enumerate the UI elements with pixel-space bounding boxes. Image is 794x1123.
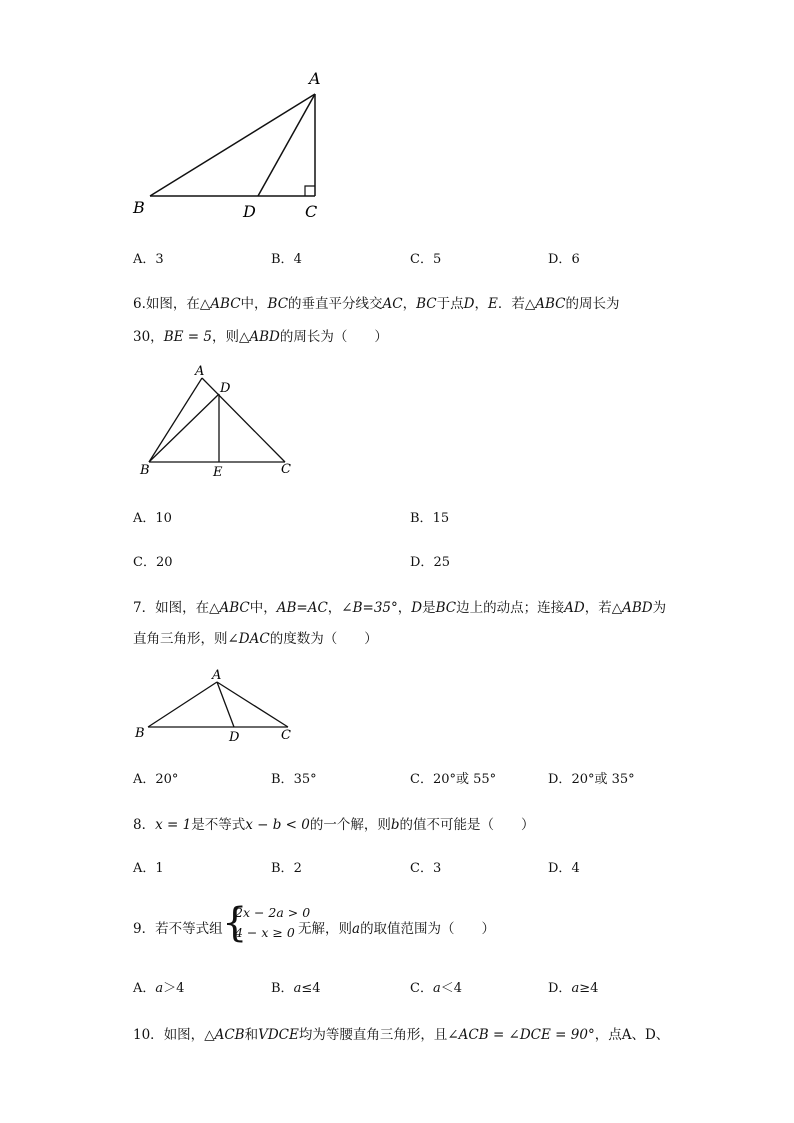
q6-line1: 6.如图，在△ABC中，BC的垂直平分线交AC，BC于点D，E．若△ABC的周长为 [133,296,620,312]
q5-option-d[interactable]: D．6 [548,252,580,267]
q7-option-b[interactable]: B．35° [271,772,317,787]
segment-ad [217,682,234,727]
q9-option-a[interactable]: A．a＞4 [133,981,185,996]
q7-option-a[interactable]: A．20° [133,772,179,787]
q7-line1: 7．如图，在△ABC中，AB=AC，∠B=35°，D是BC边上的动点；连接AD，若△ABD为 [133,600,667,616]
q6-option-d[interactable]: D．25 [410,555,450,570]
label-d: D [220,381,231,396]
q9-option-d[interactable]: D．a≥4 [548,981,599,996]
figure-q7-triangle [130,665,300,745]
q6-option-a[interactable]: A．10 [133,511,172,526]
label-e: E [213,465,223,480]
q7-line2: 直角三角形，则∠DAC的度数为（ ） [133,631,378,647]
q7-option-c[interactable]: C．20°或 55° [410,772,497,787]
label-c: C [281,728,291,743]
segment-ab [150,94,315,196]
segment-ac [202,378,285,462]
q6-option-c[interactable]: C．20 [133,555,173,570]
q8-option-c[interactable]: C．3 [410,861,442,876]
q9-option-c[interactable]: C．a＜4 [410,981,462,996]
q6-line2: 30，BE = 5，则△ABD的周长为（ ） [133,329,388,345]
q8-line: 8．x = 1是不等式x − b < 0的一个解，则b的值不可能是（ ） [133,817,535,833]
segment-ab [148,682,217,727]
label-a: A [309,69,321,88]
label-b: B [135,726,145,741]
label-c: C [305,202,318,221]
right-angle-mark [305,186,315,196]
q9-row2: 4 − x ≥ 0 [235,925,295,940]
label-b: B [133,198,145,217]
label-a: A [212,668,222,683]
figure-triangle-abc-right [125,62,335,227]
q7-option-d[interactable]: D．20°或 35° [548,772,635,787]
q10-line: 10．如图，△ACB和VDCE均为等腰直角三角形，且∠ACB = ∠DCE = 90°，点A、D、 [133,1027,670,1043]
q6-option-b[interactable]: B．15 [410,511,450,526]
q9-row1: 2x − 2a > 0 [235,905,311,920]
q8-option-a[interactable]: A．1 [133,861,164,876]
figure-q6-triangle [135,360,305,485]
q9-option-b[interactable]: B．a≤4 [271,981,321,996]
segment-ac [217,682,288,727]
label-b: B [140,463,150,478]
q5-option-a[interactable]: A．3 [133,252,164,267]
q5-option-c[interactable]: C．5 [410,252,442,267]
q5-option-b[interactable]: B．4 [271,252,302,267]
label-d: D [229,730,240,745]
q9-brace: { [222,900,248,946]
q8-option-d[interactable]: D．4 [548,861,580,876]
q9-prefix: 9．若不等式组 [133,921,223,937]
segment-ad [258,94,315,196]
q8-option-b[interactable]: B．2 [271,861,302,876]
label-c: C [281,462,291,477]
segment-bd [149,394,219,462]
segment-ab [149,378,202,462]
q9-suffix: 无解，则a的取值范围为（ ） [298,921,496,937]
label-d: D [243,202,256,221]
label-a: A [195,364,205,379]
